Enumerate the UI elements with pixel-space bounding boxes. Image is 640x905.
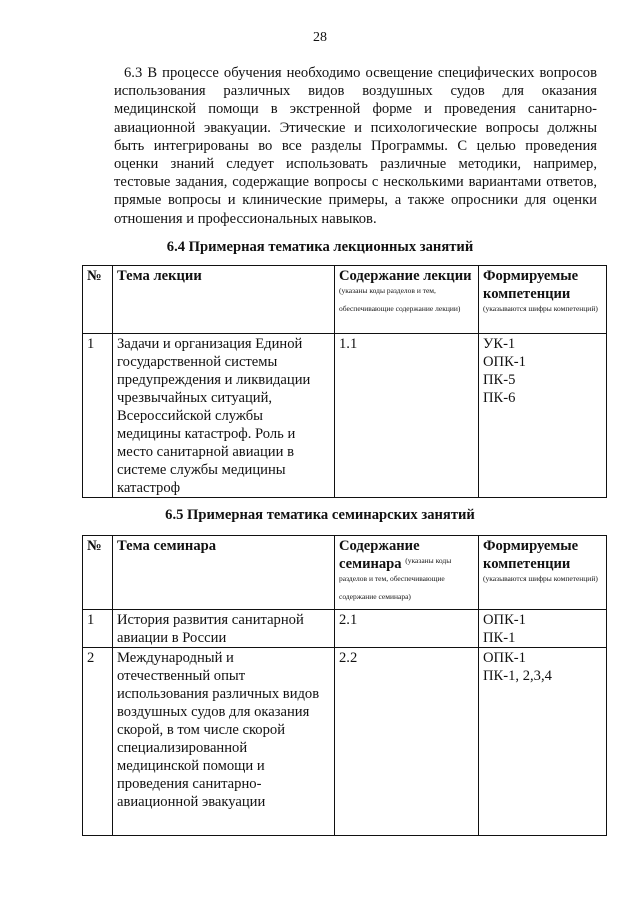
table-row — [83, 610, 607, 648]
header-content — [335, 266, 479, 334]
table-row — [83, 334, 607, 498]
header-content — [335, 536, 479, 610]
competency: ПК-5 — [483, 372, 516, 388]
header-num: № — [83, 536, 113, 610]
intro-paragraph: 6.3 В процессе обучения необходимо освещение специфических вопросов использования различных видов воздушных судов для оказания медицинской помощи в экстренной форме и проведения санитарно-авиационной эвакуации. Этические и психологические вопросы должны быть интегрированы во все разделы Программы. С целью проведения оценки знаний следует использовать различные методики, например, тестовые задания, содержащие вопросы с несколькими вариантами ответов, прямые вопросы и клинические примеры, а также опросники для оценки отношения и профессиональных навыков. — [114, 65, 597, 227]
seminars-header-row — [83, 536, 607, 610]
header-competencies-note: (указываются шифры компетенций) — [483, 574, 598, 583]
header-content-note: (указаны коды разделов и тем, обеспечивающие содержание семинара) — [339, 556, 452, 601]
row-content: 1.1 — [335, 334, 479, 498]
header-content-main: Содержание лекции — [339, 268, 472, 284]
header-topic: Тема лекции — [113, 266, 335, 334]
seminars-section-title: 6.5 Примерная тематика семинарских занятий — [165, 507, 475, 523]
header-num: № — [83, 266, 113, 334]
competency: ПК-6 — [483, 390, 516, 406]
row-content: 2.1 — [335, 610, 479, 648]
competency: ОПК-1 — [483, 650, 526, 666]
row-competencies — [479, 610, 607, 648]
lectures-table — [82, 265, 607, 498]
row-competencies — [479, 334, 607, 498]
header-competencies-note: (указываются шифры компетенций) — [483, 304, 598, 313]
header-content-note: (указаны коды разделов и тем, обеспечивающие содержание лекции) — [339, 286, 461, 313]
lectures-header-row — [83, 266, 607, 334]
row-competencies — [479, 648, 607, 836]
row-num: 1 — [83, 334, 113, 498]
row-num: 2 — [83, 648, 113, 836]
table-row — [83, 648, 607, 836]
header-competencies-main: Формируемые компетенции — [483, 538, 579, 572]
header-content-main: Содержание семинара — [339, 538, 420, 572]
row-topic: Задачи и организация Единой государственной системы предупреждения и ликвидации чрезвычайных ситуаций, Всероссийской службы медицины катастроф. Роль и место санитарной авиации в системе службы медицины катастроф — [113, 334, 335, 498]
row-topic: Международный и отечественный опыт использования различных видов воздушных судов для оказания скорой, в том числе скорой специализированной медицинской помощи и проведения санитарно-авиационной эвакуации — [113, 648, 335, 836]
header-competencies — [479, 536, 607, 610]
competency: ПК-1, 2,3,4 — [483, 668, 552, 684]
header-competencies-main: Формируемые компетенции — [483, 268, 579, 302]
page-number: 28 — [313, 30, 327, 45]
row-content: 2.2 — [335, 648, 479, 836]
competency: УК-1 — [483, 336, 516, 352]
header-competencies — [479, 266, 607, 334]
competency: ПК-1 — [483, 630, 516, 646]
row-topic: История развития санитарной авиации в России — [113, 610, 335, 648]
header-topic: Тема семинара — [113, 536, 335, 610]
competency: ОПК-1 — [483, 612, 526, 628]
lectures-section-title: 6.4 Примерная тематика лекционных занятий — [166, 239, 474, 255]
row-num: 1 — [83, 610, 113, 648]
seminars-table — [82, 535, 607, 836]
competency: ОПК-1 — [483, 354, 526, 370]
